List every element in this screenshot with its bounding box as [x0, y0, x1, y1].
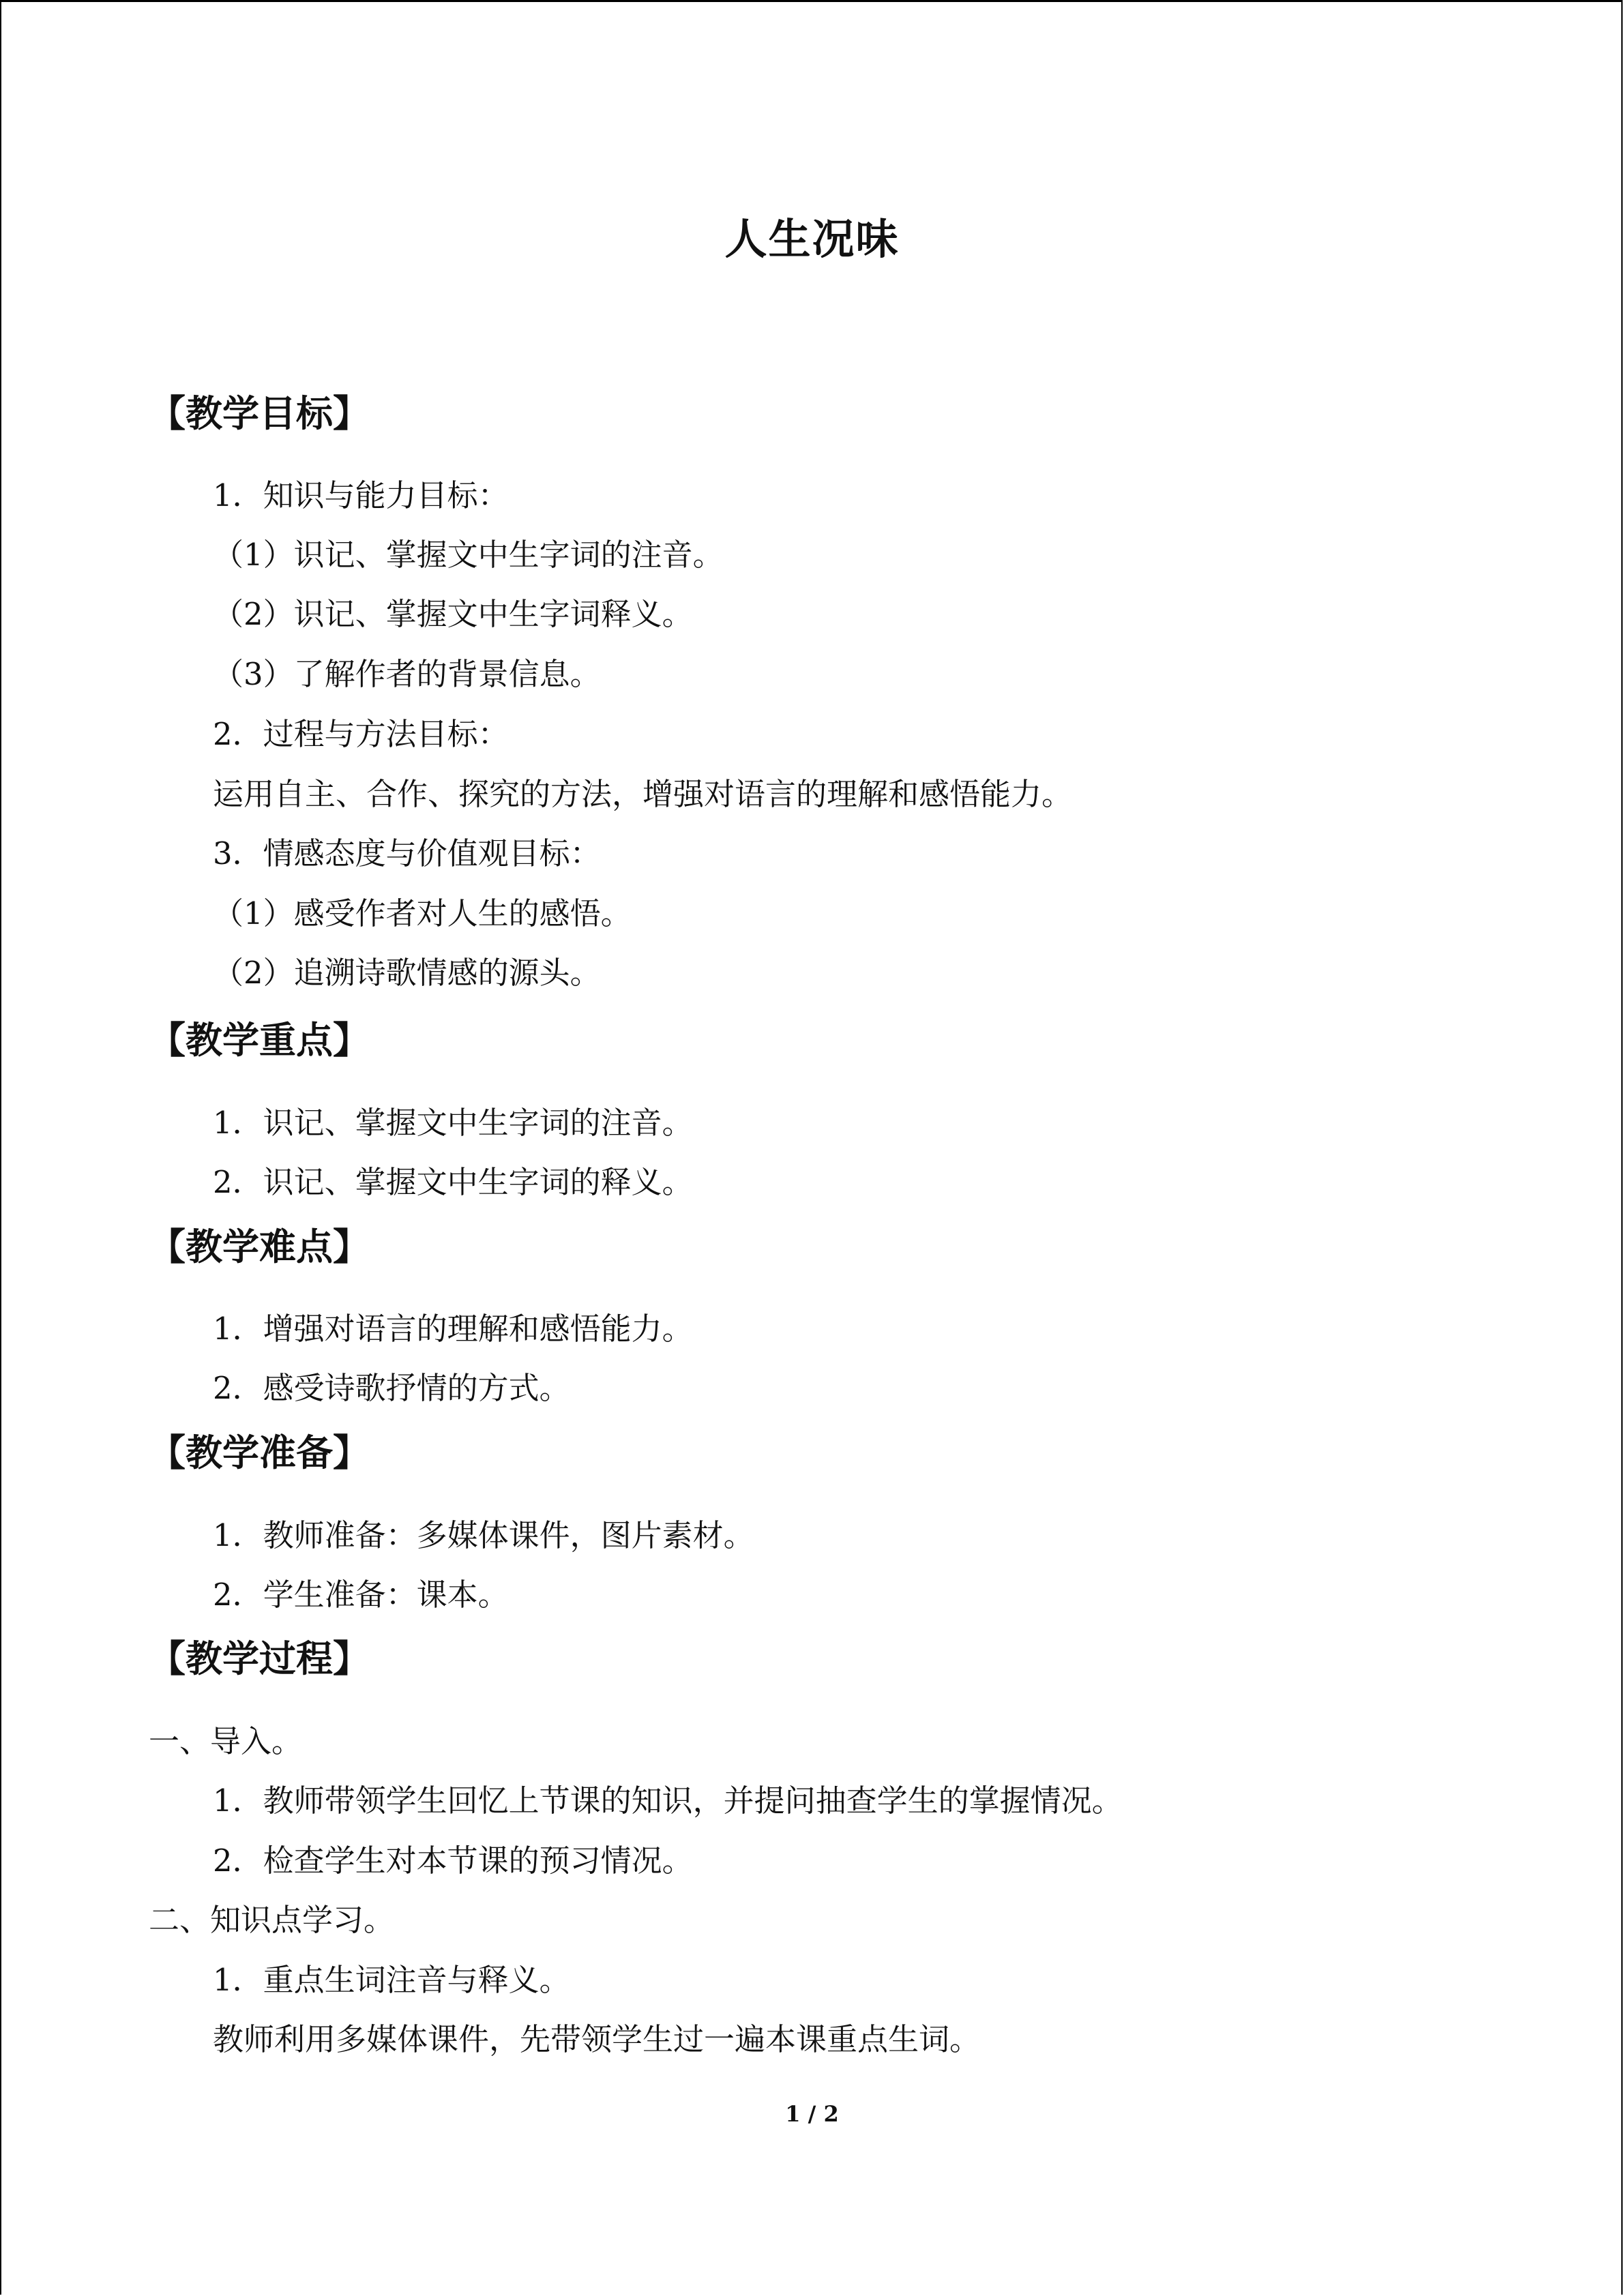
key-points-line: 2．识记、掌握文中生字词的释义。: [213, 1164, 693, 1200]
goals-line: （2）识记、掌握文中生字词释义。: [213, 596, 693, 632]
goals-line: 2．过程与方法目标：: [213, 716, 509, 752]
goals-line: 3．情感态度与价值观目标：: [213, 835, 601, 871]
section-heading-goals: 【教学目标】: [149, 391, 370, 435]
process-line: 1．重点生词注音与释义。: [213, 1962, 570, 1998]
difficulties-line: 2．感受诗歌抒情的方式。: [213, 1370, 570, 1406]
process-line: 1．教师带领学生回忆上节课的知识，并提问抽查学生的掌握情况。: [213, 1783, 1123, 1819]
key-points-line: 1．识记、掌握文中生字词的注音。: [213, 1105, 693, 1141]
goals-line: （1）识记、掌握文中生字词的注音。: [213, 537, 724, 573]
goals-line: 运用自主、合作、探究的方法，增强对语言的理解和感悟能力。: [213, 776, 1073, 812]
document-title: 人生况味: [724, 214, 900, 264]
goals-line: （1）感受作者对人生的感悟。: [213, 895, 632, 931]
process-line: 教师利用多媒体课件，先带领学生过一遍本课重点生词。: [213, 2021, 981, 2057]
difficulties-line: 1．增强对语言的理解和感悟能力。: [213, 1311, 693, 1347]
goals-line: 1．知识与能力目标：: [213, 477, 509, 513]
preparation-line: 2．学生准备：课本。: [213, 1577, 509, 1613]
section-heading-process: 【教学过程】: [149, 1637, 370, 1680]
section-heading-difficulties: 【教学难点】: [149, 1225, 370, 1268]
process-step-heading: 二、知识点学习。: [149, 1902, 395, 1938]
section-heading-preparation: 【教学准备】: [149, 1431, 370, 1474]
process-step-heading: 一、导入。: [149, 1723, 303, 1759]
goals-line: （3）了解作者的背景信息。: [213, 656, 601, 692]
process-line: 2．检查学生对本节课的预习情况。: [213, 1843, 693, 1879]
page-number: 1 / 2: [785, 2101, 839, 2127]
preparation-line: 1．教师准备：多媒体课件，图片素材。: [213, 1517, 754, 1553]
goals-line: （2）追溯诗歌情感的源头。: [213, 955, 601, 991]
section-heading-key-points: 【教学重点】: [149, 1018, 370, 1062]
